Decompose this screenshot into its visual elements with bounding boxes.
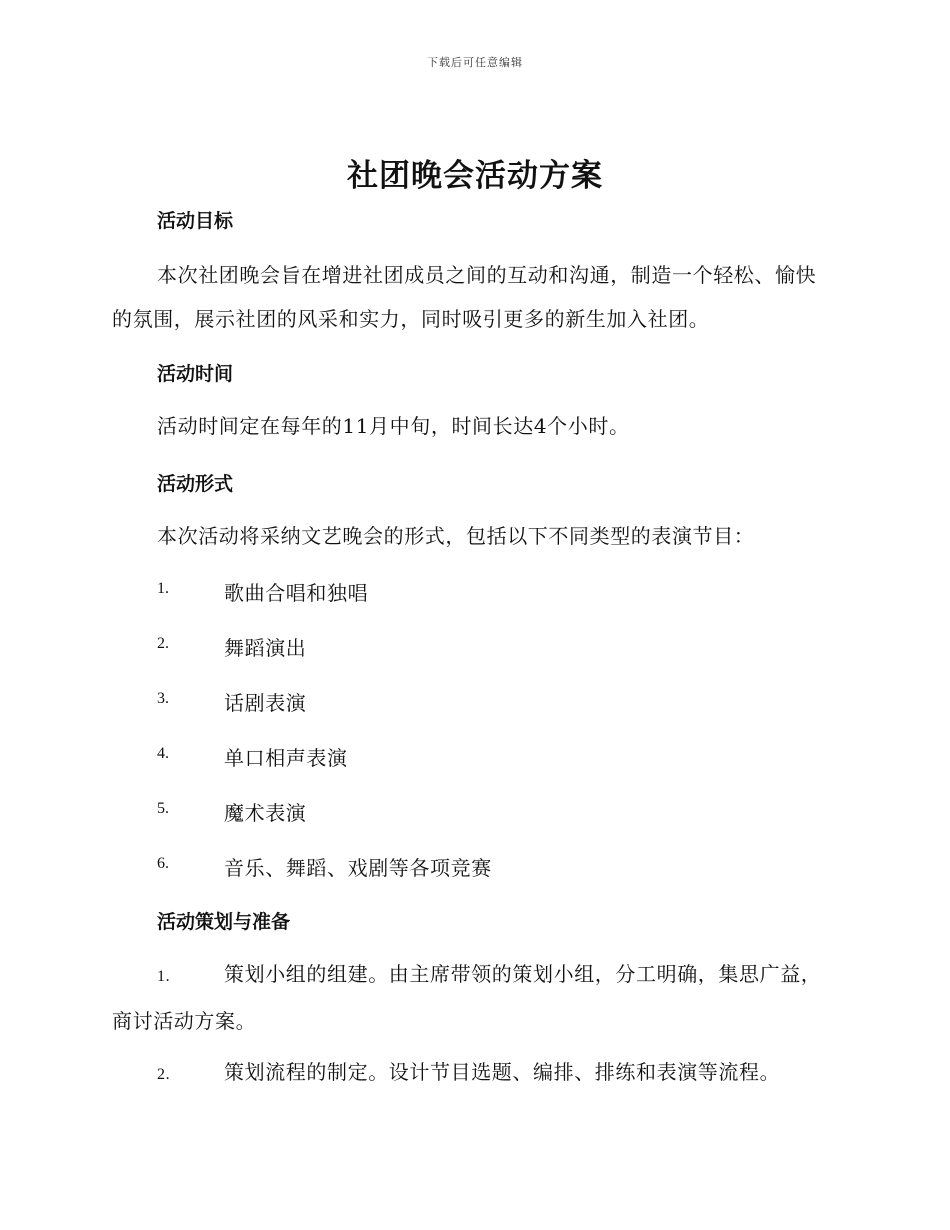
planning-item-text: 策划流程的制定。设计节目选题、编排、排练和表演等流程。 xyxy=(224,1060,781,1084)
planning-item-number: 1. xyxy=(157,968,171,985)
list-item-text: 话剧表演 xyxy=(224,691,307,715)
section-heading-goal: 活动目标 xyxy=(157,210,234,232)
list-item-text: 音乐、舞蹈、戏剧等各项竞赛 xyxy=(224,856,492,880)
section-heading-planning: 活动策划与准备 xyxy=(157,911,291,933)
goal-paragraph: 本次社团晚会旨在增进社团成员之间的互动和沟通，制造一个轻松、愉快的氛围，展示社团的风采和实力，同时吸引更多的新生加入社团。 xyxy=(112,263,817,331)
planning-item xyxy=(112,1050,830,1097)
section-heading-form: 活动形式 xyxy=(157,473,234,495)
list-item-text: 魔术表演 xyxy=(224,801,307,825)
time-paragraph: 活动时间定在每年的11月中旬，时间长达4个小时。 xyxy=(157,414,630,438)
list-item-number: 2. xyxy=(157,635,169,652)
form-paragraph: 本次活动将采纳文艺晚会的形式，包括以下不同类型的表演节目： xyxy=(157,524,755,548)
list-item-text: 单口相声表演 xyxy=(224,746,348,770)
document-title: 社团晚会活动方案 xyxy=(347,158,603,194)
planning-item-number: 2. xyxy=(157,1066,171,1083)
list-item-number: 4. xyxy=(157,745,169,762)
list-item-text: 歌曲合唱和独唱 xyxy=(224,581,369,605)
planning-item xyxy=(112,952,830,1043)
planning-item-text: 策划小组的组建。由主席带领的策划小组，分工明确，集思广益，商讨活动方案。 xyxy=(112,962,822,1033)
list-item-number: 1. xyxy=(157,580,169,597)
list-item-text: 舞蹈演出 xyxy=(224,636,307,660)
list-item-number: 3. xyxy=(157,690,169,707)
page-header-note: 下载后可任意编辑 xyxy=(427,56,523,69)
list-item-number: 6. xyxy=(157,855,169,872)
list-item-number: 5. xyxy=(157,800,169,817)
section-heading-time: 活动时间 xyxy=(157,363,234,385)
